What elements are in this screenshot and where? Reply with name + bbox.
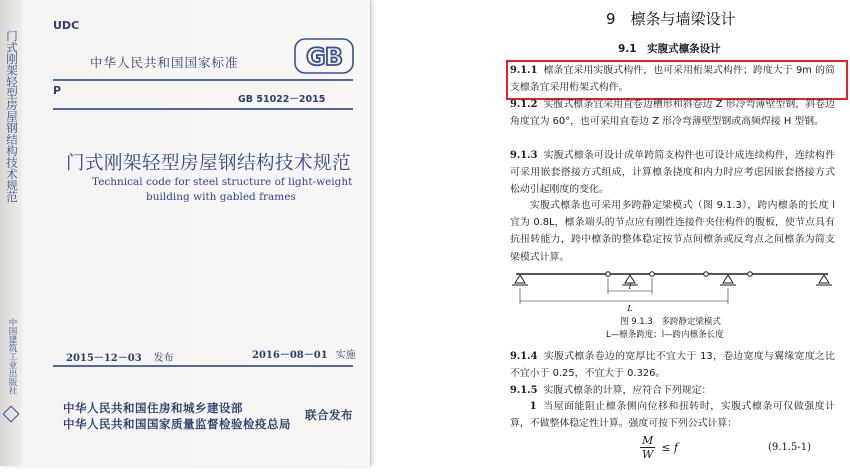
publisher-line-1: 中华人民共和国住房和城乡建设部 — [63, 401, 243, 415]
chapter-title: 9 檩条与墙梁设计 — [606, 10, 736, 28]
standard-number: GB 51022－2015 — [238, 94, 326, 105]
dim-label-l: l — [628, 282, 632, 291]
item-number: 1 — [529, 401, 537, 412]
section-title: 9.1 实腹式檩条设计 — [618, 43, 721, 55]
cover-rule-top — [53, 79, 353, 81]
hinge-2 — [650, 272, 655, 277]
clause-9-1-3 — [510, 147, 835, 199]
impl-word: 实施 — [335, 350, 356, 361]
spine-title: 门式刚架轻型房屋钢结构技术规范 — [5, 30, 19, 203]
support-mid-2 — [720, 275, 736, 285]
multi-span-beam-diagram — [508, 264, 838, 314]
clause-text: 实腹式檩条宜采用直卷边槽形和斜卷边 Z 形冷弯薄壁型钢，斜卷边角度宜为 60°，也可采用直卷边 Z 形冷弯薄壁型钢或高频焊接 H 型钢。 — [510, 99, 835, 128]
clause-text: 当屋面能阻止檩条侧向位移和扭转时，实腹式檩条可仅做强度计算，不做整体稳定性计算。强度可按下列公式计算： — [510, 401, 835, 430]
hinge-3 — [704, 272, 709, 277]
impl-date-value: 2016－08－01 — [252, 350, 328, 361]
formula-fraction — [640, 434, 655, 461]
joint-publish-label: 联合发布 — [305, 408, 353, 422]
support-left — [512, 275, 528, 285]
clause-9-1-4 — [510, 348, 835, 382]
clause-number: 9.1.4 — [510, 351, 538, 362]
formula-rhs: ≤ f — [661, 441, 679, 454]
clause-9-1-2 — [510, 96, 835, 130]
figure-note: L—檩条跨度；l—跨内檩条长度 — [606, 330, 724, 340]
issue-word: 发布 — [153, 353, 174, 364]
text-page — [500, 0, 850, 473]
cover-rule-middle — [53, 108, 353, 110]
strength-formula — [640, 434, 678, 461]
classification-code: P — [53, 84, 62, 97]
udc-label: UDC — [53, 19, 80, 32]
figure-caption: 图 9.1.3 多跨静定梁模式 — [620, 317, 721, 327]
clause-text: 实腹式檩条卷边的宽厚比不宜大于 13，卷边宽度与翼缘宽度之比不宜小于 0.25，不宜大于 0.326。 — [510, 351, 835, 380]
clause-number: 9.1.3 — [510, 150, 538, 161]
book-spine — [0, 0, 22, 466]
book-cover — [0, 0, 371, 466]
cover-title-en-line1: Technical code for steel structure of light-weight — [92, 176, 353, 188]
clause-9-1-3-continued — [510, 197, 835, 266]
support-right — [816, 275, 832, 285]
formula-denominator: W — [642, 448, 654, 461]
formula-numerator: M — [640, 434, 655, 448]
cover-rule-bottom — [53, 365, 353, 367]
gb-logo-icon — [294, 38, 354, 74]
equation-number: (9.1.5-1) — [768, 442, 811, 453]
publisher-line-2: 中华人民共和国国家质量监督检验检疫总局 — [63, 417, 291, 431]
cover-title-cn: 门式刚架轻型房屋钢结构技术规范 — [66, 153, 352, 174]
clause-number: 9.1.2 — [510, 99, 538, 110]
issue-date — [66, 349, 174, 364]
hinge-4 — [748, 272, 753, 277]
clause-9-1-5-item-1 — [510, 398, 835, 432]
clause-text: 实腹式檩条的计算，应符合下列规定： — [543, 385, 712, 396]
clause-9-1-5 — [510, 382, 835, 399]
spine-publisher: 中国建筑工业出版社 — [7, 318, 17, 395]
implementation-date — [252, 346, 356, 361]
hinge-1 — [606, 272, 611, 277]
clause-number: 9.1.5 — [510, 385, 538, 396]
dim-label-L: L — [627, 304, 633, 313]
clause-text: 檩条宜采用实腹式构件，也可采用桁架式构件；跨度大于 9m 的简支檩条宜采用桁架式构件。 — [510, 65, 835, 94]
clause-text: 实腹式檩条可设计成单跨简支构件也可设计成连续构件，连续构件可采用嵌套搭接方式组成，计算檩条挠度和内力时应考虑因嵌套搭接方式松动引起刚度的变化。 — [510, 150, 835, 196]
standard-heading: 中华人民共和国国家标准 — [90, 55, 239, 70]
clause-text: 实腹式檩条也可采用多跨静定梁模式（图 9.1.3），跨内檩条的长度 l 宜为 0.8L，檩条端头的节点应有刚性连接件夹住构件的腹板，使节点具有抗扭转能力，跨中檩条的整体稳定按节点间檩条或反弯点之间檩条为简支梁模式计算。 — [510, 200, 835, 263]
clause-9-1-1 — [510, 62, 835, 96]
cover-title-en-line2: building with gabled frames — [146, 191, 296, 203]
clause-number: 9.1.1 — [510, 65, 538, 76]
issue-date-value: 2015－12－03 — [66, 353, 142, 364]
spine-logo-icon — [3, 406, 20, 423]
svg-text:GB: GB — [306, 43, 342, 71]
